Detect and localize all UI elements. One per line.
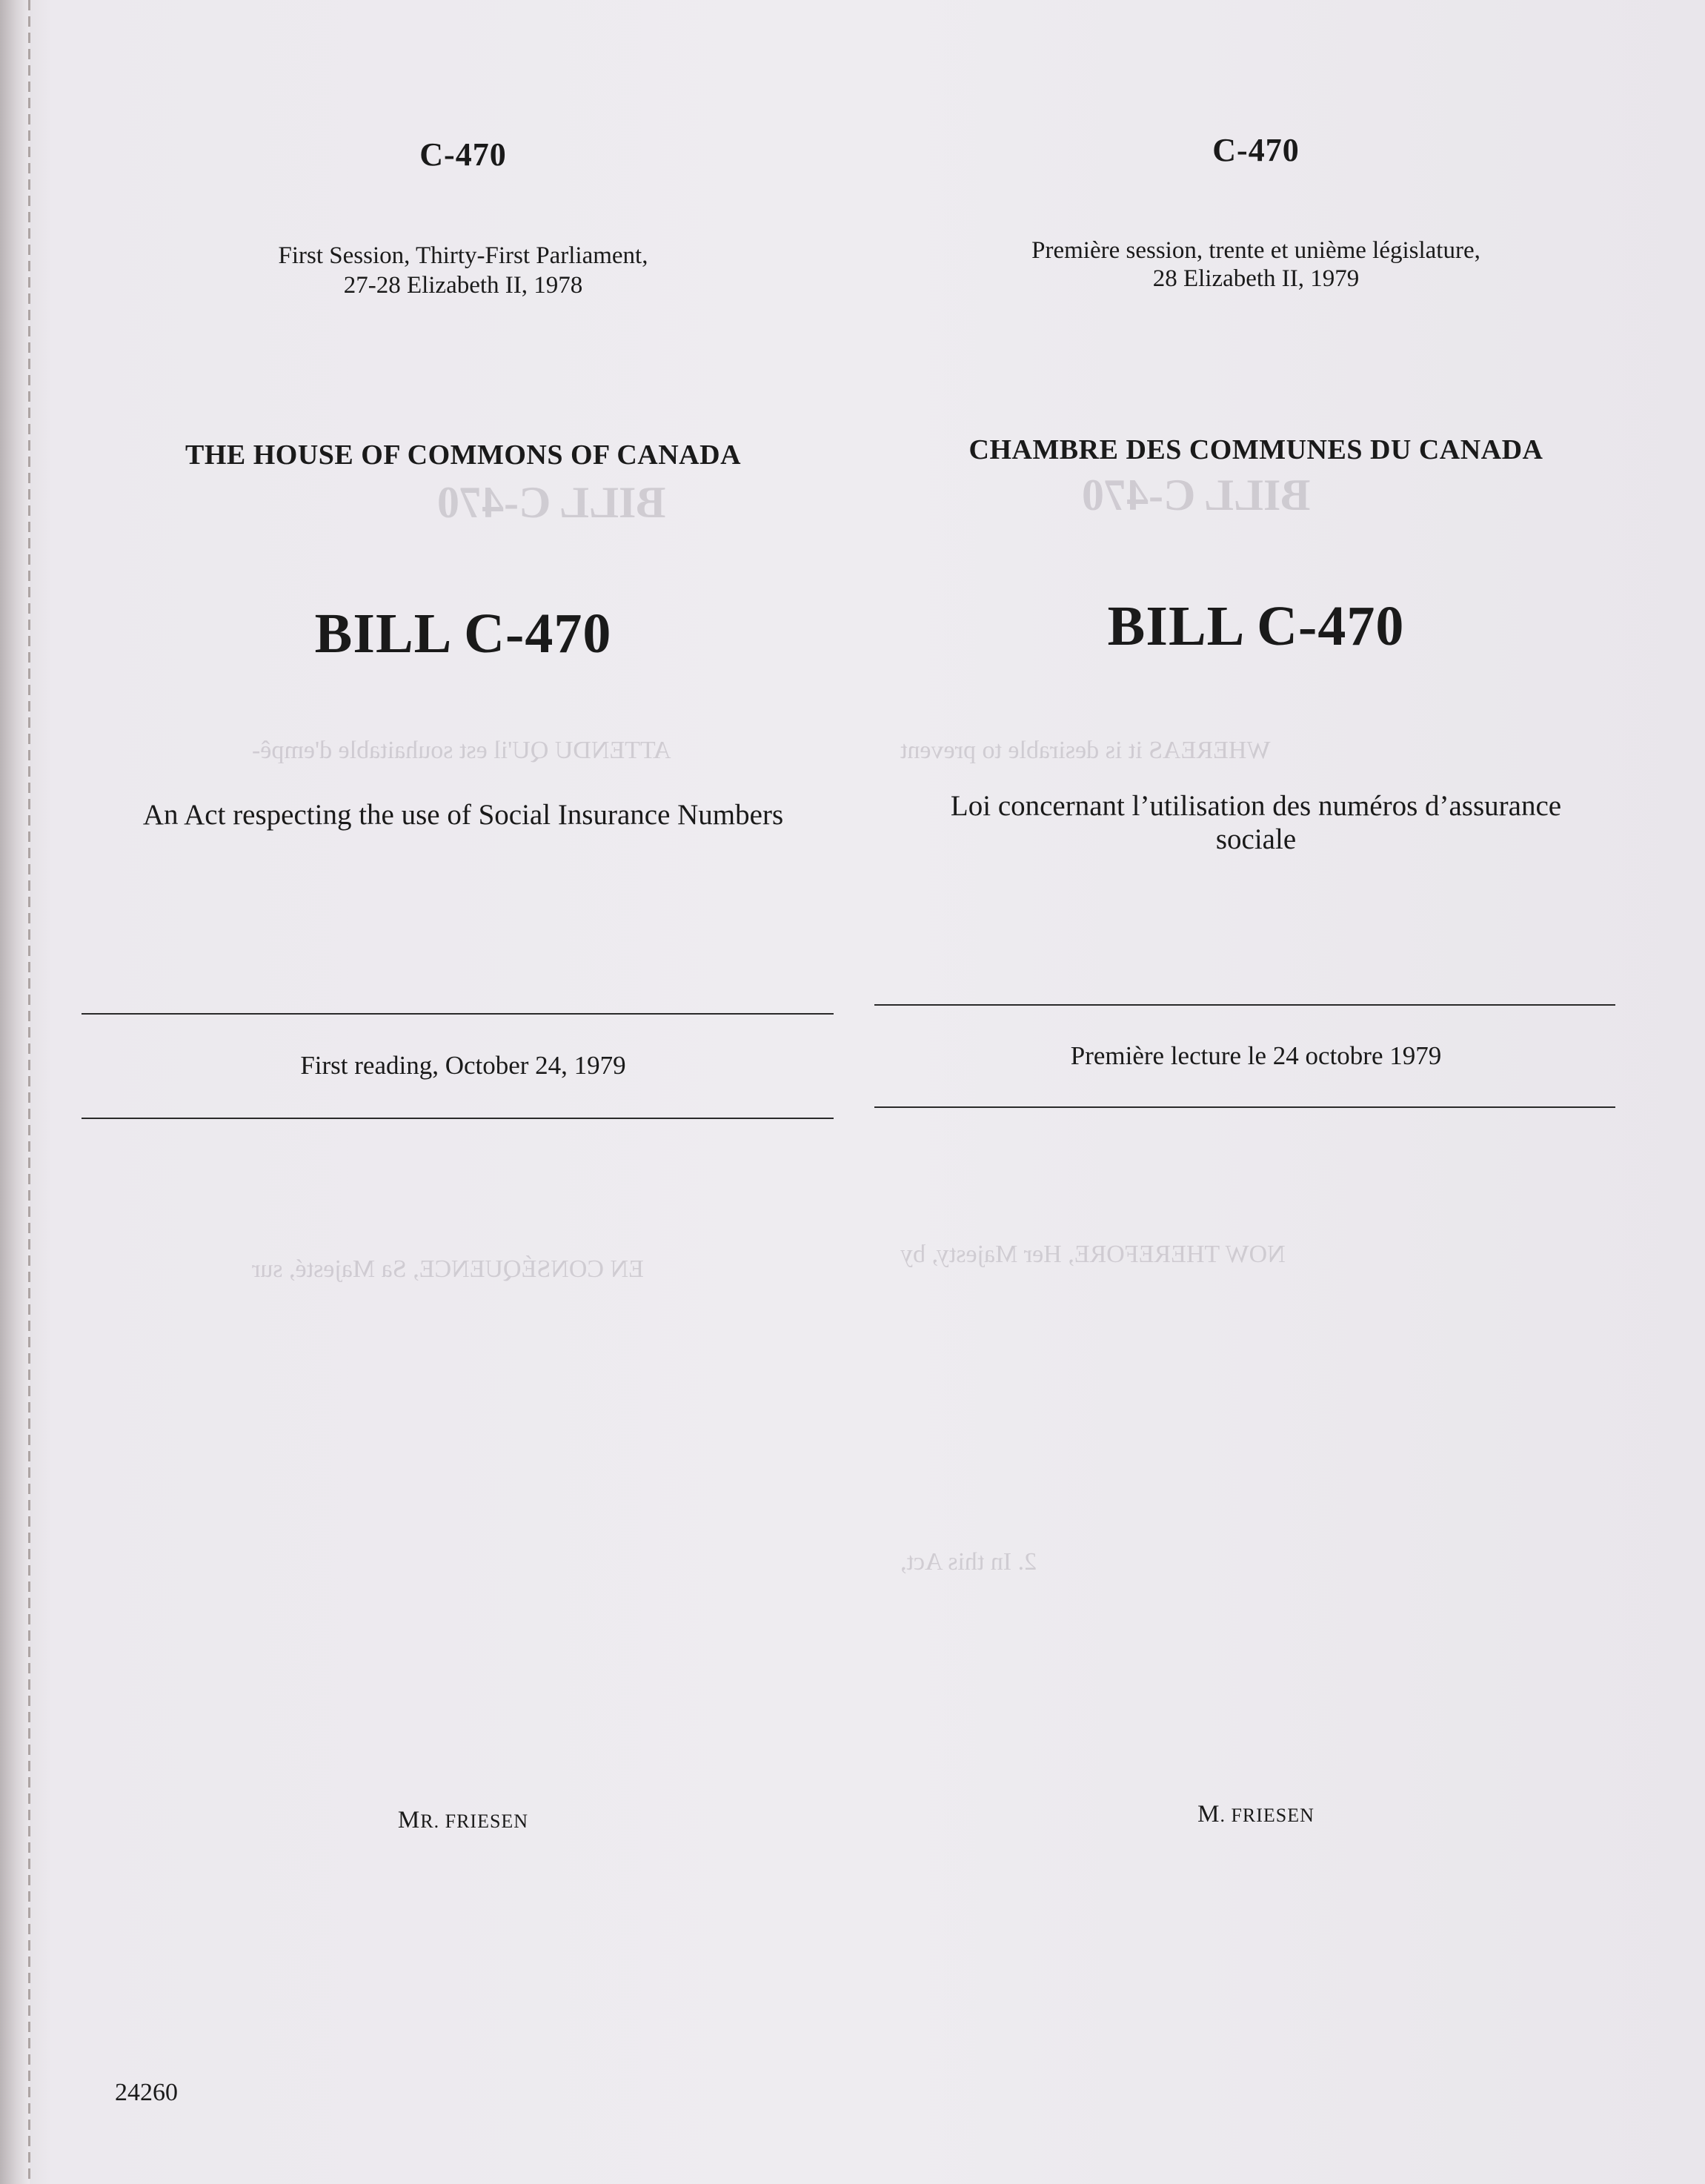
bleed-through-block-right-3: 2. In this Act, — [900, 1548, 1037, 1576]
sponsor-initial: M — [397, 1807, 421, 1833]
session-line-2: 28 Elizabeth II, 1979 — [1152, 265, 1360, 292]
first-reading: First reading, October 24, 1979 — [300, 1051, 626, 1080]
bill-number: C-470 — [419, 136, 507, 173]
house-heading: CHAMBRE DES COMMUNES DU CANADA — [968, 434, 1543, 465]
rule-bottom — [82, 1118, 834, 1119]
sponsor-name — [82, 1807, 845, 1834]
rule-top — [82, 1013, 834, 1015]
page-number: 24260 — [115, 2079, 178, 2106]
bill-number: C-470 — [1212, 132, 1300, 168]
rule-bottom — [874, 1106, 1615, 1108]
act-title: An Act respecting the use of Social Insurance Numbers — [142, 799, 784, 831]
page-binding — [0, 0, 30, 2184]
session-line-1: Première session, trente et unième législature, — [1031, 237, 1480, 264]
bleed-through-title-right: BILL C-470 — [1082, 471, 1311, 520]
binding-stitch — [28, 0, 30, 2184]
sponsor-initial: M — [1197, 1801, 1220, 1828]
bleed-through-block-right: WHEREAS it is desirable to prevent — [900, 737, 1271, 764]
sponsor-name — [874, 1801, 1638, 1828]
english-column — [82, 0, 845, 2184]
session-line-2: 27-28 Elizabeth II, 1978 — [343, 272, 583, 299]
bleed-through-title-left: BILL C-470 — [437, 478, 666, 527]
act-title-line-1: Loi concernant l’utilisation des numéros d’assurance — [950, 790, 1562, 822]
sponsor-rest: . FRIESEN — [1220, 1805, 1315, 1826]
bleed-through-block-right-2: NOW THEREFORE, Her Majesty, by — [900, 1241, 1286, 1268]
session-line-1: First Session, Thirty-First Parliament, — [278, 242, 648, 269]
bleed-through-block-left-2: EN CONSÉQUENCE, Sa Majesté, sur — [252, 1255, 644, 1283]
french-column — [874, 0, 1638, 2184]
house-heading: THE HOUSE OF COMMONS OF CANADA — [185, 439, 742, 471]
sponsor-rest: R. FRIESEN — [420, 1810, 529, 1832]
bill-title: BILL C-470 — [1107, 595, 1405, 657]
bleed-through-block-left: ATTENDU QU'il est souhaitable d'empê- — [252, 737, 671, 764]
act-title-line-2: sociale — [1215, 823, 1297, 855]
bill-title: BILL C-470 — [314, 603, 612, 665]
rule-top — [874, 1004, 1615, 1006]
first-reading: Première lecture le 24 octobre 1979 — [1070, 1041, 1442, 1070]
